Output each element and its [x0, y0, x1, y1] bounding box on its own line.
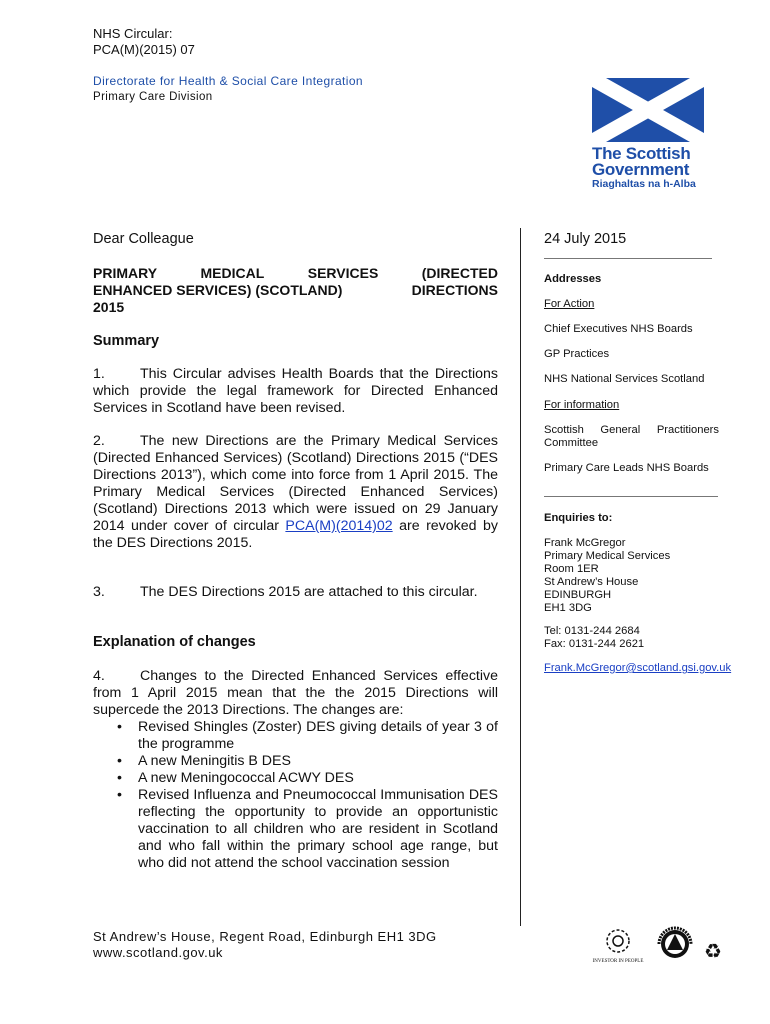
paragraph-text: Changes to the Directed Enhanced Services effective from 1 April 2015 mean that the the 2015 Directions will supercede the 2013 Directions. The changes are: [93, 668, 498, 718]
email-link[interactable]: Frank.McGregor@scotland.gsi.gov.uk [544, 662, 732, 674]
salutation: Dear Colleague [93, 231, 194, 247]
disability-badge-icon [653, 922, 697, 966]
directorate-name: Directorate for Health & Social Care Integration [93, 74, 363, 88]
scottish-government-logo [592, 78, 704, 192]
recycle-icon: ♻ [704, 941, 722, 963]
paragraph-2 [93, 433, 498, 552]
investors-badge-text: INVESTOR IN PEOPLE [592, 959, 644, 964]
column-divider [520, 228, 521, 926]
paragraph-number: 4. [93, 668, 105, 684]
circular-reference: PCA(M)(2015) 07 [93, 42, 195, 57]
list-item: • Revised Shingles (Zoster) DES giving details of year 3 of the programme [138, 719, 498, 753]
divider [544, 496, 718, 497]
enquiries-label: Enquiries to: [544, 512, 613, 524]
disability-badge [653, 922, 697, 966]
contact-email-link[interactable] [544, 662, 732, 675]
fax: Fax: 0131-244 2621 [544, 638, 645, 650]
title-word: (DIRECTED [421, 265, 498, 281]
title-word: SERVICES [307, 265, 379, 281]
logo-line3: Riaghaltas na h-Alba [592, 178, 696, 190]
summary-heading: Summary [93, 333, 160, 349]
investors-in-people-badge [588, 928, 648, 965]
changes-heading: Explanation of changes [93, 634, 256, 650]
circular-link[interactable]: PCA(M)(2014)02 [285, 518, 393, 534]
footer-website: www.scotland.gov.uk [93, 945, 223, 960]
paragraph-number: 1. [93, 366, 105, 382]
circular-date: 24 July 2015 [544, 231, 627, 247]
paragraph-3 [93, 584, 498, 601]
paragraph-number: 3. [93, 584, 105, 600]
paragraph-4 [93, 668, 498, 872]
paragraph-text: are revoked by the DES Directions 2015. [93, 518, 498, 551]
title-word: PRIMARY [93, 265, 158, 281]
addresses-label: Addresses [544, 273, 602, 285]
info-recipient: Primary Care Leads NHS Boards [544, 462, 709, 474]
contact-line: St Andrew’s House [544, 576, 639, 588]
circular-label: NHS Circular: [93, 26, 173, 41]
telephone: Tel: 0131-244 2684 [544, 625, 640, 637]
divider [544, 258, 712, 259]
contact-line: EDINBURGH [544, 589, 612, 601]
title-word: MEDICAL [200, 265, 265, 281]
for-action-label: For Action [544, 298, 595, 310]
logo-line1: The Scottish [592, 144, 691, 163]
saltire-flag-icon [592, 78, 704, 142]
info-recipient: Scottish General Practitioners Committee [544, 424, 719, 449]
paragraph-1 [93, 366, 498, 417]
title-row-3: 2015 [93, 299, 125, 315]
title-row-1 [93, 265, 498, 282]
contact-line: EH1 3DG [544, 602, 592, 614]
logo-line2: Government [592, 160, 690, 179]
footer-address: St Andrew’s House, Regent Road, Edinburgh EH1 3DG [93, 929, 437, 944]
contact-address [544, 537, 719, 615]
changes-list [93, 719, 498, 872]
paragraph-text: This Circular advises Health Boards that the Directions which provide the legal framework for Directed Enhanced Services in Scotland have been revised. [93, 366, 498, 416]
action-recipient: NHS National Services Scotland [544, 373, 705, 385]
list-item: • A new Meningitis B DES [138, 753, 498, 770]
paragraph-number: 2. [93, 433, 105, 449]
circular-title [93, 265, 498, 316]
title-row-2 [93, 282, 498, 299]
list-item: • A new Meningococcal ACWY DES [138, 770, 498, 787]
paragraph-4-body [93, 668, 498, 719]
action-recipient: GP Practices [544, 348, 610, 360]
laurel-wreath-icon [605, 928, 631, 954]
division-name: Primary Care Division [93, 91, 213, 103]
contact-line: Room 1ER [544, 563, 599, 575]
paragraph-text: The new Directions are the Primary Medical Services (Directed Enhanced Services) (Scotland) Directions 2015 (“DES Directions 2013”), which come into force from 1 April 2015. The Primary Medical Services (Directed Enhanced Services) (Scotland) Directions 2013 which were issued on 29 January 2014 under cover of circular [93, 433, 498, 534]
title-word: DIRECTIONS [411, 282, 498, 298]
list-item: • Revised Influenza and Pneumococcal Immunisation DES reflecting the opportunity to provide an opportunistic vaccination to all children who are resident in Scotland and who fall within the primary school age range, but who did not attend the school vaccination session [138, 787, 498, 872]
title-word: ENHANCED SERVICES) (SCOTLAND) [93, 282, 343, 298]
paragraph-text: The DES Directions 2015 are attached to this circular. [140, 584, 478, 600]
contact-line: Frank McGregor [544, 537, 626, 549]
action-recipient: Chief Executives NHS Boards [544, 323, 693, 335]
for-information-label: For information [544, 399, 620, 411]
contact-line: Primary Medical Services [544, 550, 671, 562]
